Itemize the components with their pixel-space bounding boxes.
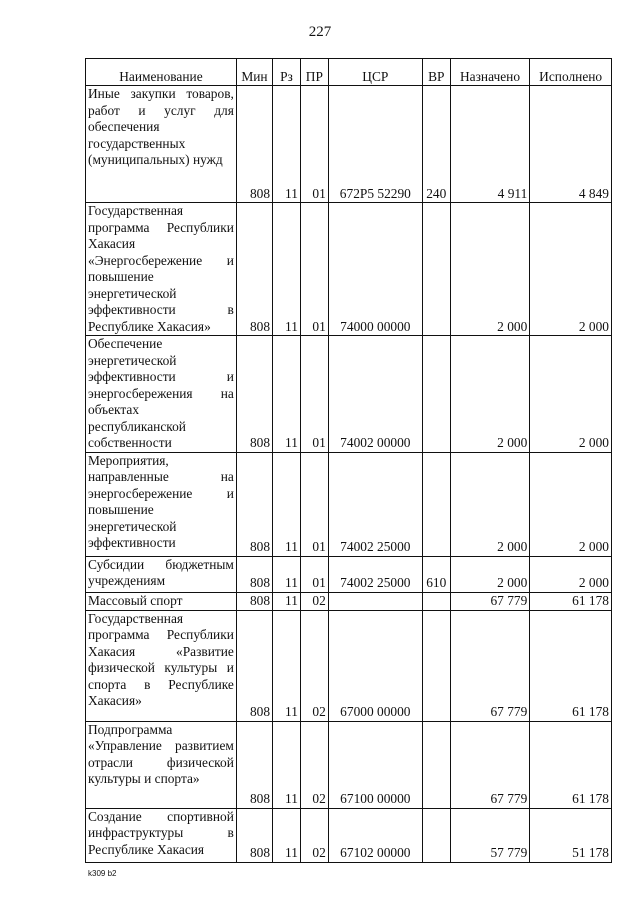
- header-pr: ПР: [300, 59, 328, 86]
- row-min: 808: [236, 336, 272, 453]
- row-rz: 11: [273, 721, 301, 808]
- row-csr: 67100 00000: [328, 721, 422, 808]
- row-rz: 11: [273, 808, 301, 862]
- row-name: Субсидии бюджетным учреждениям: [86, 556, 237, 592]
- row-assigned: 57 779: [450, 808, 530, 862]
- table-row: [86, 452, 612, 556]
- row-rz: 11: [273, 452, 301, 556]
- header-name: Наименование: [86, 59, 237, 86]
- row-pr: 01: [300, 556, 328, 592]
- row-min: 808: [236, 452, 272, 556]
- row-assigned: 67 779: [450, 721, 530, 808]
- row-min: 808: [236, 808, 272, 862]
- row-rz: 11: [273, 203, 301, 336]
- table-row: [86, 86, 612, 203]
- row-pr: 02: [300, 592, 328, 610]
- row-csr: 67000 00000: [328, 610, 422, 721]
- row-name: Массовый спорт: [86, 592, 237, 610]
- header-executed: Исполнено: [530, 59, 612, 86]
- table-row: [86, 336, 612, 453]
- budget-table: [85, 58, 612, 863]
- row-assigned: 67 779: [450, 610, 530, 721]
- row-csr: 74002 00000: [328, 336, 422, 453]
- table-row: [86, 556, 612, 592]
- row-min: 808: [236, 610, 272, 721]
- row-rz: 11: [273, 592, 301, 610]
- row-min: 808: [236, 203, 272, 336]
- row-assigned: 2 000: [450, 203, 530, 336]
- row-pr: 02: [300, 808, 328, 862]
- row-vr: [422, 592, 450, 610]
- row-assigned: 4 911: [450, 86, 530, 203]
- row-name: Мероприятия, направленные на энергосбережение и повышение энергетической эффективности: [86, 452, 237, 556]
- row-vr: [422, 610, 450, 721]
- header-csr: ЦСР: [328, 59, 422, 86]
- row-vr: [422, 203, 450, 336]
- row-csr: 74002 25000: [328, 556, 422, 592]
- row-min: 808: [236, 556, 272, 592]
- row-rz: 11: [273, 556, 301, 592]
- row-executed: 51 178: [530, 808, 612, 862]
- row-executed: 4 849: [530, 86, 612, 203]
- row-pr: 01: [300, 203, 328, 336]
- row-min: 808: [236, 86, 272, 203]
- row-pr: 02: [300, 721, 328, 808]
- table-row: [86, 610, 612, 721]
- row-vr: [422, 721, 450, 808]
- row-csr: [328, 592, 422, 610]
- row-name: Обеспечение энергетической эффективности и энергосбережения на объектах республиканской собственности: [86, 336, 237, 453]
- row-csr: 67102 00000: [328, 808, 422, 862]
- table-row: [86, 721, 612, 808]
- row-executed: 2 000: [530, 336, 612, 453]
- row-csr: 74000 00000: [328, 203, 422, 336]
- row-rz: 11: [273, 336, 301, 453]
- row-name: Государственная программа Республики Хакасия «Развитие физической культуры и спорта в Республике Хакасия»: [86, 610, 237, 721]
- row-vr: 610: [422, 556, 450, 592]
- row-vr: [422, 452, 450, 556]
- row-min: 808: [236, 721, 272, 808]
- table-row: [86, 203, 612, 336]
- row-assigned: 2 000: [450, 556, 530, 592]
- row-vr: [422, 336, 450, 453]
- header-min: Мин: [236, 59, 272, 86]
- header-assigned: Назначено: [450, 59, 530, 86]
- row-name: Создание спортивной инфраструктуры в Республике Хакасия: [86, 808, 237, 862]
- row-assigned: 67 779: [450, 592, 530, 610]
- header-rz: Рз: [273, 59, 301, 86]
- row-pr: 01: [300, 452, 328, 556]
- row-csr: 672P5 52290: [328, 86, 422, 203]
- row-executed: 2 000: [530, 556, 612, 592]
- row-pr: 01: [300, 336, 328, 453]
- row-rz: 11: [273, 86, 301, 203]
- row-csr: 74002 25000: [328, 452, 422, 556]
- footer-code: k309 b2: [88, 869, 117, 878]
- row-executed: 2 000: [530, 452, 612, 556]
- table-header-row: [86, 59, 612, 86]
- row-assigned: 2 000: [450, 452, 530, 556]
- row-min: 808: [236, 592, 272, 610]
- row-executed: 61 178: [530, 721, 612, 808]
- row-executed: 61 178: [530, 610, 612, 721]
- row-executed: 2 000: [530, 203, 612, 336]
- row-rz: 11: [273, 610, 301, 721]
- row-executed: 61 178: [530, 592, 612, 610]
- row-assigned: 2 000: [450, 336, 530, 453]
- row-name: Подпрограмма «Управление развитием отрасли физической культуры и спорта»: [86, 721, 237, 808]
- page-number: 227: [308, 24, 332, 40]
- row-name: Государственная программа Республики Хакасия «Энергосбережение и повышение энергетической эффективности в Республике Хакасия»: [86, 203, 237, 336]
- row-vr: 240: [422, 86, 450, 203]
- row-pr: 01: [300, 86, 328, 203]
- row-pr: 02: [300, 610, 328, 721]
- row-vr: [422, 808, 450, 862]
- table-row: [86, 808, 612, 862]
- header-vr: ВР: [422, 59, 450, 86]
- row-name: Иные закупки товаров, работ и услуг для обеспечения государственных (муниципальных) нужд: [86, 86, 237, 203]
- table-row: [86, 592, 612, 610]
